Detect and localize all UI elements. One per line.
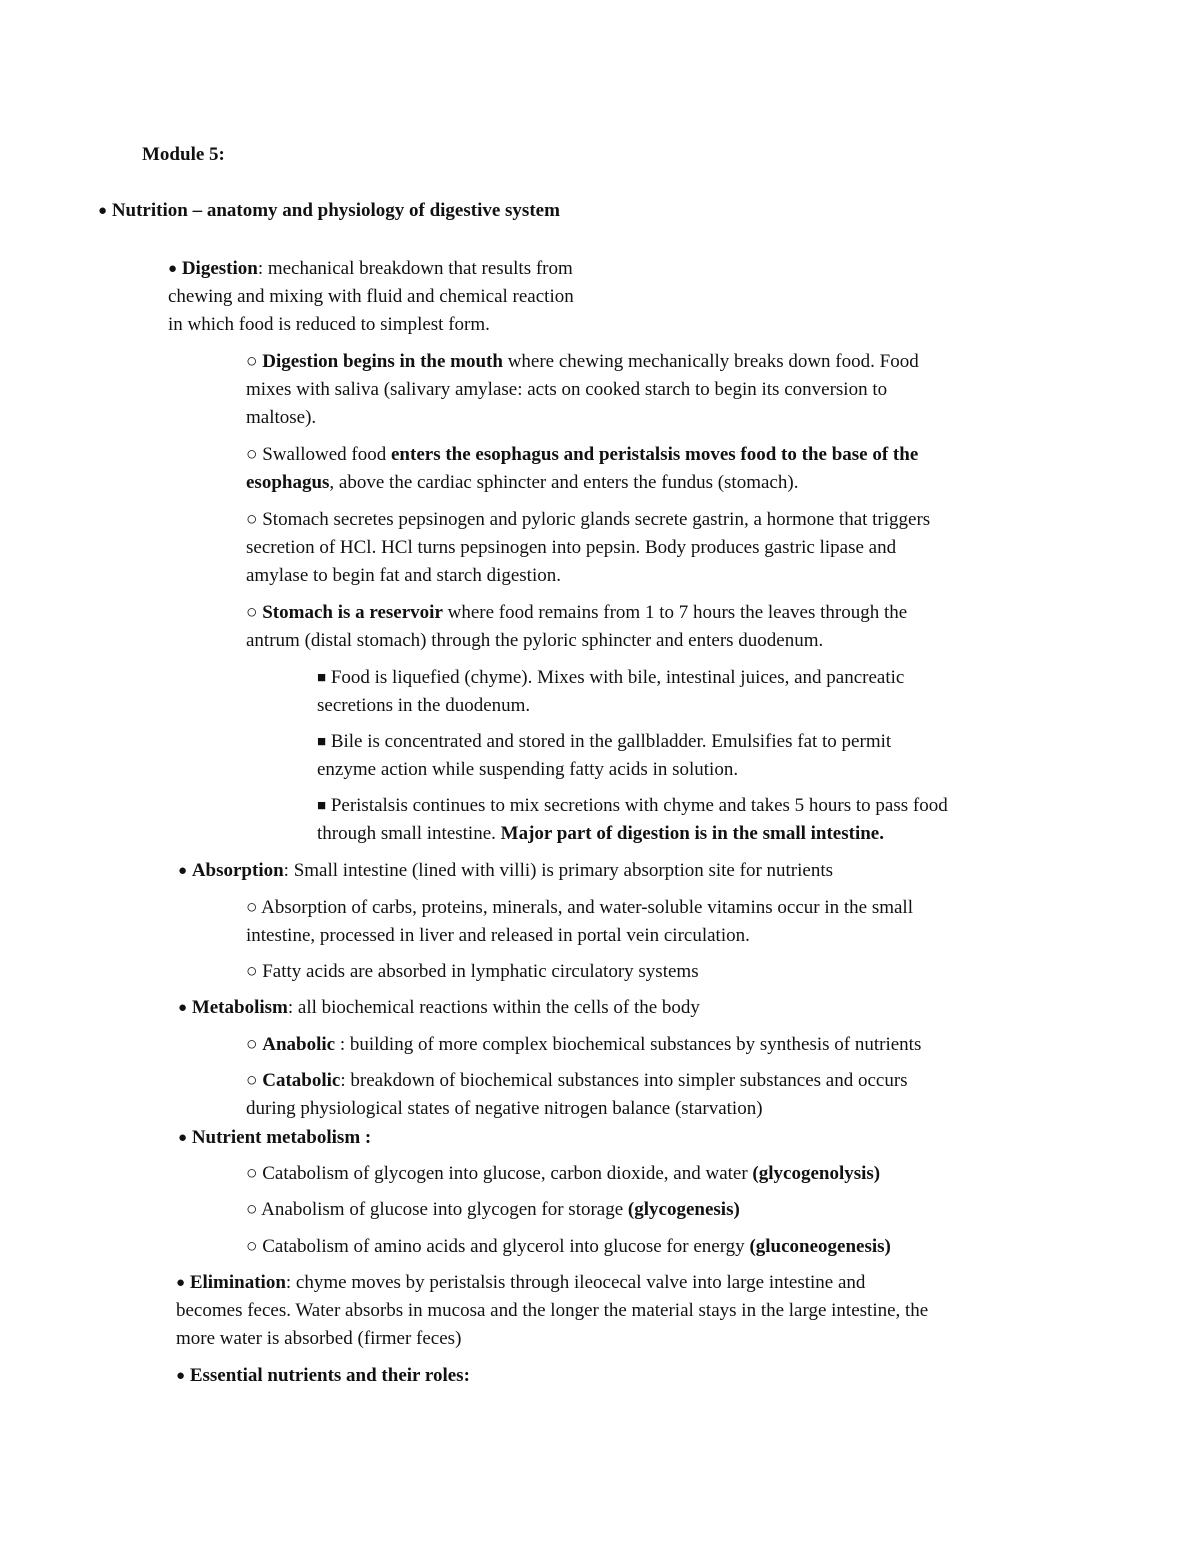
list-item-line: secretions in the duodenum. bbox=[317, 695, 531, 716]
module-title: Module 5: bbox=[142, 144, 225, 165]
list-item-line: enzyme action while suspending fatty acids in solution. bbox=[317, 759, 739, 780]
list-item-line: during physiological states of negative nitrogen balance (starvation) bbox=[246, 1098, 763, 1119]
circle-bullet-icon: ○ bbox=[246, 509, 258, 530]
list-item-line: amylase to begin fat and starch digestion. bbox=[246, 565, 561, 586]
essential-nutrients-item: ● Essential nutrients and their roles: bbox=[176, 1365, 470, 1386]
elimination-item: ● Elimination: chyme moves by peristalsis through ileocecal valve into large intestine and bbox=[176, 1272, 866, 1293]
nutrient-metabolism-item: ● Nutrient metabolism : bbox=[178, 1127, 372, 1148]
circle-bullet-icon: ○ bbox=[246, 1199, 258, 1220]
absorption-item: ● Absorption: Small intestine (lined with villi) is primary absorption site for nutrients bbox=[178, 860, 834, 881]
list-item: ○ Catabolic: breakdown of biochemical substances into simpler substances and occurs bbox=[246, 1070, 908, 1091]
list-item-line: intestine, processed in liver and released in portal vein circulation. bbox=[246, 925, 750, 946]
circle-bullet-icon: ○ bbox=[246, 351, 258, 372]
list-item: ○ Catabolism of amino acids and glycerol into glucose for energy (gluconeogenesis) bbox=[246, 1236, 891, 1257]
list-item-line: becomes feces. Water absorbs in mucosa and the longer the material stays in the large intestine, the bbox=[176, 1300, 929, 1321]
digestion-line: chewing and mixing with fluid and chemical reaction bbox=[168, 286, 574, 307]
digestion-line: in which food is reduced to simplest form. bbox=[168, 314, 490, 335]
circle-bullet-icon: ○ bbox=[246, 1070, 258, 1091]
list-item: ■ Food is liquefied (chyme). Mixes with bile, intestinal juices, and pancreatic bbox=[317, 667, 905, 688]
list-item-line: through small intestine. Major part of digestion is in the small intestine. bbox=[317, 823, 884, 844]
list-item: ○ Digestion begins in the mouth where chewing mechanically breaks down food. Food bbox=[246, 351, 919, 372]
circle-bullet-icon: ○ bbox=[246, 1034, 258, 1055]
section-heading: ● Nutrition – anatomy and physiology of digestive system bbox=[98, 200, 560, 221]
square-bullet-icon: ■ bbox=[317, 798, 327, 814]
bullet-icon: ● bbox=[98, 203, 108, 219]
list-item: ○ Catabolism of glycogen into glucose, carbon dioxide, and water (glycogenolysis) bbox=[246, 1163, 881, 1184]
circle-bullet-icon: ○ bbox=[246, 1236, 258, 1257]
bullet-icon: ● bbox=[168, 261, 178, 277]
list-item: ○ Anabolic : building of more complex biochemical substances by synthesis of nutrients bbox=[246, 1034, 922, 1055]
bullet-icon: ● bbox=[178, 1130, 188, 1146]
square-bullet-icon: ■ bbox=[317, 734, 327, 750]
list-item-line: secretion of HCl. HCl turns pepsinogen into pepsin. Body produces gastric lipase and bbox=[246, 537, 897, 558]
list-item: ○ Swallowed food enters the esophagus and peristalsis moves food to the base of the bbox=[246, 444, 919, 465]
bullet-icon: ● bbox=[176, 1275, 186, 1291]
list-item-line: mixes with saliva (salivary amylase: acts on cooked starch to begin its conversion to bbox=[246, 379, 888, 400]
circle-bullet-icon: ○ bbox=[246, 961, 258, 982]
metabolism-item: ● Metabolism: all biochemical reactions within the cells of the body bbox=[178, 997, 700, 1018]
circle-bullet-icon: ○ bbox=[246, 444, 258, 465]
list-item: ○ Stomach secretes pepsinogen and pyloric glands secrete gastrin, a hormone that triggers bbox=[246, 509, 931, 530]
digestion-item: ● Digestion: mechanical breakdown that results from bbox=[168, 258, 573, 279]
list-item: ○ Anabolism of glucose into glycogen for storage (glycogenesis) bbox=[246, 1199, 740, 1220]
circle-bullet-icon: ○ bbox=[246, 897, 258, 918]
bullet-icon: ● bbox=[176, 1368, 186, 1384]
bullet-icon: ● bbox=[178, 1000, 188, 1016]
circle-bullet-icon: ○ bbox=[246, 1163, 258, 1184]
list-item: ■ Bile is concentrated and stored in the gallbladder. Emulsifies fat to permit bbox=[317, 731, 892, 752]
list-item: ○ Fatty acids are absorbed in lymphatic circulatory systems bbox=[246, 961, 699, 982]
bullet-icon: ● bbox=[178, 863, 188, 879]
list-item: ○ Absorption of carbs, proteins, minerals, and water-soluble vitamins occur in the small bbox=[246, 897, 913, 918]
list-item-line: more water is absorbed (firmer feces) bbox=[176, 1328, 462, 1349]
list-item: ○ Stomach is a reservoir where food remains from 1 to 7 hours the leaves through the bbox=[246, 602, 908, 623]
list-item-line: esophagus, above the cardiac sphincter and enters the fundus (stomach). bbox=[246, 472, 799, 493]
list-item-line: maltose). bbox=[246, 407, 317, 428]
list-item-line: antrum (distal stomach) through the pyloric sphincter and enters duodenum. bbox=[246, 630, 824, 651]
circle-bullet-icon: ○ bbox=[246, 602, 258, 623]
square-bullet-icon: ■ bbox=[317, 670, 327, 686]
list-item: ■ Peristalsis continues to mix secretions with chyme and takes 5 hours to pass food bbox=[317, 795, 948, 816]
